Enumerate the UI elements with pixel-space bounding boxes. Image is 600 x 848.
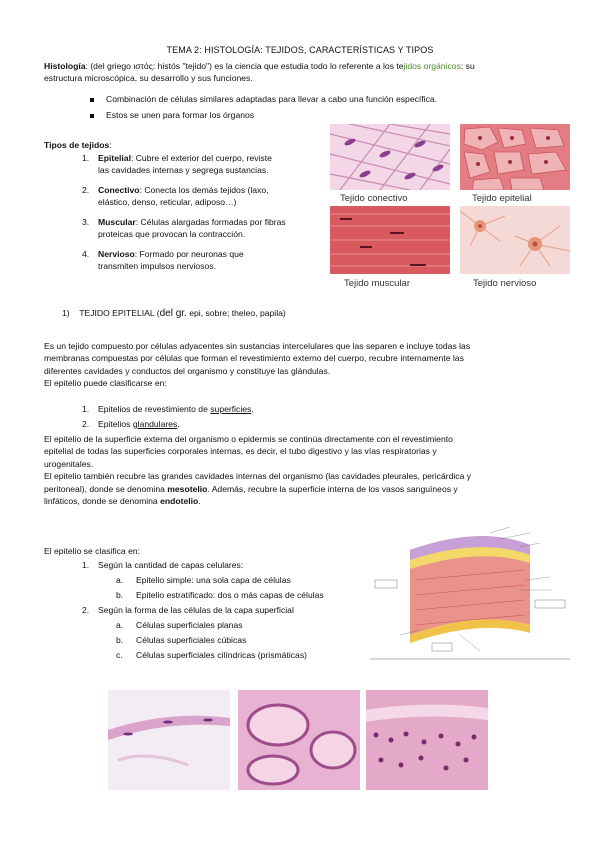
paragraph-line: diferentes cavidades y conductos del organismo y constituye las glándulas. [44, 365, 331, 376]
paragraph-line: urogenitales. [44, 458, 94, 469]
paragraph-text: . Además, recubre la superficie interna de los vasos sanguíneos y [207, 483, 458, 494]
bullet-square-icon [90, 98, 94, 102]
list-letter: b. [116, 635, 124, 645]
paragraph-text: peritoneal), donde se denomina [44, 483, 168, 494]
tipos-line1: : Células alargadas formadas por fibras [135, 217, 286, 227]
forma-sub-item [116, 634, 246, 646]
intro-link[interactable]: jidos orgánicos [403, 61, 461, 71]
section-etymology: del gr. [159, 308, 187, 319]
paragraph-text: . [198, 496, 201, 507]
forma-sub-item [116, 619, 243, 631]
clasif-item [82, 418, 382, 430]
micrograph-illustration [238, 690, 360, 818]
section-heading-epitelial [62, 307, 286, 322]
bullet-text: Combinación de células similares adaptadas para llevar a cabo una función específica. [106, 94, 438, 104]
list-number: 2. [82, 185, 90, 195]
clasif-text-end: . [177, 419, 180, 429]
list-letter: b. [116, 590, 124, 600]
bullet-text: Estos se unen para formar los órganos [106, 110, 255, 120]
tipos-term: Conectivo [98, 185, 140, 195]
page-title: TEMA 2: HISTOLOGÍA: TEJIDOS, CARACTERÍSTICAS Y TIPOS [166, 45, 434, 55]
bullet-item [90, 93, 437, 105]
capas-sub-item [116, 589, 324, 601]
forma-sub-item [116, 649, 307, 661]
connective-tissue-illustration [330, 124, 450, 190]
list-number: 3. [82, 217, 90, 227]
paragraph-epidermis [44, 433, 554, 508]
section-title: TEJIDO EPITELIAL ( [79, 308, 160, 318]
tipos-item-muscular [82, 216, 312, 241]
tipos-heading-colon: : [109, 140, 112, 150]
forma-sub-text: Células superficiales cilíndricas (prismáticas) [136, 650, 307, 660]
paragraph-line: membranas compuestas por células que forman el revestimiento externo del cuerpo, recubre internamente las [44, 353, 464, 364]
micrograph-simple-columnar [366, 690, 488, 818]
forma-sub-text: Células superficiales cúbicas [136, 635, 247, 645]
intro-text: : (del griego ιστός: histós "tejido") es la ciencia que estudia todo lo referente a los te [85, 61, 404, 71]
section-etymology-rest: epi, sobre; theleo, papila) [186, 308, 286, 318]
capas-sub-text: Epitelio estratificado: dos o más capas de células [136, 590, 324, 600]
term-endotelio: endotelio [160, 496, 199, 507]
section-number: 1) [62, 308, 70, 318]
intro-line2: estructura microscópica, su desarrollo y sus funciones. [44, 73, 253, 84]
heart-wall-illustration [370, 525, 570, 660]
list-number: 1. [82, 404, 90, 414]
list-number: 1. [82, 560, 90, 570]
nervous-tissue-image [460, 206, 570, 274]
list-number: 4. [82, 249, 90, 259]
tissue-caption: Tejido muscular [344, 278, 410, 289]
tissue-caption: Tejido nervioso [473, 278, 537, 289]
intro-paragraph [44, 60, 554, 85]
tipos-line2: elástico, denso, reticular, adiposo…) [98, 197, 237, 208]
tipos-line1: : Cubre el exterior del cuerpo, reviste [130, 153, 272, 163]
tipos-line1: : Conecta los demás tejidos (laxo, [139, 185, 269, 195]
tissue-caption: Tejido conectivo [340, 193, 408, 204]
tipos-item-conectivo [82, 184, 312, 209]
capas-item [82, 559, 342, 571]
epithelial-tissue-image [460, 124, 570, 190]
epithelial-tissue-illustration [460, 124, 570, 190]
micrograph-illustration [108, 690, 230, 818]
paragraph-line: epitelial de todas las superficies corporales internas, es decir, el tubo digestivo y las vías respiratorias y [44, 446, 437, 457]
capas-text: Según la cantidad de capas celulares: [98, 560, 244, 570]
paragraph-text: linfáticos, donde se denomina [44, 496, 161, 507]
tissue-caption: Tejido epitelial [472, 193, 532, 204]
connective-tissue-image [330, 124, 450, 190]
tipos-line2: proteicas que provocan la contracción. [98, 229, 246, 240]
tipos-term: Nervioso [98, 249, 135, 259]
tipos-line2: las cavidades internas y segrega sustancias. [98, 165, 269, 176]
paragraph-line: El epitelio de la superficie externa del organismo o epidermis se continúa directamente con el revestimiento [44, 434, 453, 444]
paragraph-definition [44, 340, 554, 390]
list-number: 2. [82, 605, 90, 615]
tipos-term: Epitelial [98, 153, 131, 163]
tipos-item-epitelial [82, 152, 312, 177]
forma-item [82, 604, 342, 616]
clasif-item [82, 403, 382, 415]
list-letter: c. [116, 650, 123, 660]
clasif-link-superficies[interactable]: superficies [210, 404, 252, 414]
tipos-term: Muscular [98, 217, 136, 227]
heart-wall-diagram [370, 525, 570, 660]
capas-sub-text: Epitelio simple: una sola capa de células [136, 575, 291, 585]
list-number: 1. [82, 153, 90, 163]
tipos-line2: transmiten impulsos nerviosos. [98, 261, 216, 272]
paragraph-line: Es un tejido compuesto por células adyacentes sin sustancias intercelulares que las separen e incluye todas las [44, 341, 471, 351]
clasifica-heading: El epitelio se clasifica en: [44, 546, 141, 556]
intro-term: Histología [44, 61, 86, 71]
micrograph-simple-squamous [108, 690, 230, 818]
clasif-text: Epitelios de revestimiento de [98, 404, 211, 414]
clasif-link-glandulares[interactable]: glandulares [132, 419, 178, 429]
list-number: 2. [82, 419, 90, 429]
list-letter: a. [116, 575, 124, 585]
forma-sub-text: Células superficiales planas [136, 620, 243, 630]
intro-text-end: : su [460, 61, 475, 71]
tipos-item-nervioso [82, 248, 312, 273]
term-mesotelio: mesotelio [167, 483, 208, 494]
paragraph-line: El epitelio también recubre las grandes cavidades internas del organismo (las cavidades pleurales, pericárdica y [44, 471, 472, 482]
muscle-tissue-illustration [330, 206, 450, 274]
tipos-line1: : Formado por neuronas que [134, 249, 244, 259]
forma-text: Según la forma de las células de la capa superficial [98, 605, 294, 615]
micrograph-illustration [366, 690, 488, 818]
clasif-text-end: . [251, 404, 254, 414]
nervous-tissue-illustration [460, 206, 570, 274]
paragraph-line: El epitelio puede clasificarse en: [44, 378, 167, 389]
bullet-square-icon [90, 114, 94, 118]
capas-sub-item [116, 574, 291, 586]
tipos-heading-text: Tipos de tejidos [44, 140, 110, 150]
muscle-tissue-image [330, 206, 450, 274]
list-letter: a. [116, 620, 124, 630]
bullet-item [90, 109, 254, 121]
micrograph-simple-cuboidal [238, 690, 360, 818]
clasif-text: Epitelios [98, 419, 133, 429]
